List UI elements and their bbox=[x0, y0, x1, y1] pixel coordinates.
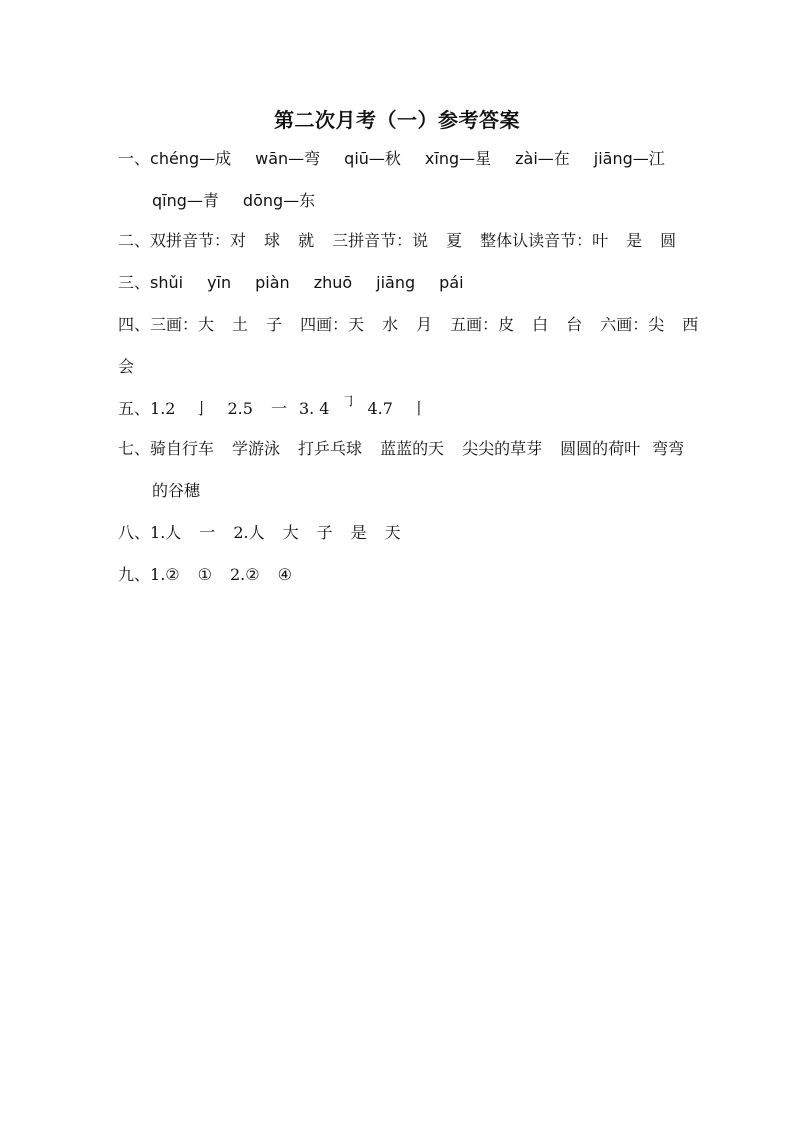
answer-line-4-cont bbox=[118, 356, 134, 378]
group-label: 五画： bbox=[450, 315, 499, 334]
pinyin: zhuō bbox=[313, 273, 353, 292]
answer-char: 叶 bbox=[592, 231, 609, 250]
item-number: 2.② bbox=[229, 565, 260, 584]
answer-phrase: 骑自行车 bbox=[150, 439, 215, 458]
answer-line-1-cont bbox=[152, 190, 315, 212]
item-number: 3. 4 bbox=[298, 399, 330, 418]
pinyin-pair: wān—弯 bbox=[255, 149, 321, 168]
pinyin-pair: dōng—东 bbox=[242, 191, 316, 210]
answer-char: 大 bbox=[282, 523, 299, 542]
answer-phrase: 蓝蓝的天 bbox=[380, 439, 445, 458]
answer-phrase: 尖尖的草芽 bbox=[462, 439, 543, 458]
answer-line-4 bbox=[118, 314, 698, 336]
pinyin-pair: jiāng—江 bbox=[593, 149, 665, 168]
answer-char: 尖 bbox=[648, 315, 665, 334]
answer-char: 天 bbox=[384, 523, 401, 542]
pinyin-pair: zài—在 bbox=[515, 149, 570, 168]
group-label: 四画： bbox=[300, 315, 349, 334]
pinyin: jiāng bbox=[376, 273, 416, 292]
answer-char: 球 bbox=[264, 231, 281, 250]
section-label: 五、 bbox=[118, 399, 151, 418]
item-number: 1.2 bbox=[150, 399, 176, 418]
answer-char: 子 bbox=[316, 523, 333, 542]
group-label: 三画： bbox=[150, 315, 199, 334]
group-label: 三拼音节： bbox=[332, 231, 413, 250]
section-label: 九、 bbox=[118, 565, 151, 584]
pinyin-pair: qīng—青 bbox=[152, 191, 219, 210]
answer-line-1 bbox=[118, 148, 665, 170]
answer-char: 月 bbox=[416, 315, 433, 334]
section-label: 二、 bbox=[118, 231, 151, 250]
answer-line-7 bbox=[118, 438, 684, 460]
section-label: 一、 bbox=[118, 149, 151, 168]
answer-char: 子 bbox=[266, 315, 283, 334]
page-title: 第二次月考（一）参考答案 bbox=[274, 108, 520, 132]
answer-line-8 bbox=[118, 522, 401, 544]
pinyin-pair: chéng—成 bbox=[150, 149, 232, 168]
group-label: 整体认读音节： bbox=[480, 231, 593, 250]
answer-phrase: 的谷穗 bbox=[152, 481, 201, 500]
answer-char: 说 bbox=[412, 231, 429, 250]
pinyin-pair: xīng—星 bbox=[424, 149, 492, 168]
answer-char: 天 bbox=[348, 315, 365, 334]
item-number: 2.5 bbox=[227, 399, 253, 418]
answer-choice: ① bbox=[197, 565, 212, 584]
answer-char: 台 bbox=[566, 315, 583, 334]
pinyin-pair: qiū—秋 bbox=[344, 149, 401, 168]
section-label: 八、 bbox=[118, 523, 151, 542]
answer-char: 大 bbox=[198, 315, 215, 334]
answer-phrase: 打乒乓球 bbox=[298, 439, 363, 458]
stroke-glyph: 一 bbox=[270, 399, 287, 418]
answer-char: 是 bbox=[626, 231, 643, 250]
answer-char: 是 bbox=[350, 523, 367, 542]
answer-char: 水 bbox=[382, 315, 399, 334]
answer-line-2 bbox=[118, 230, 676, 252]
answer-phrase: 弯弯 bbox=[652, 439, 685, 458]
answer-char: 白 bbox=[532, 315, 549, 334]
group-label: 双拼音节： bbox=[150, 231, 231, 250]
stroke-glyph: 亅 bbox=[193, 399, 210, 418]
pinyin: pái bbox=[439, 273, 464, 292]
answer-choice: ④ bbox=[277, 565, 292, 584]
section-label: 四、 bbox=[118, 315, 151, 334]
answer-char: 西 bbox=[682, 315, 699, 334]
answer-phrase: 圆圆的荷叶 bbox=[560, 439, 641, 458]
answer-line-3 bbox=[118, 272, 464, 294]
item-number: 4.7 bbox=[367, 399, 393, 418]
answer-char: 夏 bbox=[446, 231, 463, 250]
answer-char: 土 bbox=[232, 315, 249, 334]
answer-phrase: 学游泳 bbox=[232, 439, 281, 458]
stroke-glyph: ㇆ bbox=[341, 394, 356, 410]
answer-line-7-cont bbox=[152, 480, 200, 502]
pinyin: piàn bbox=[255, 273, 290, 292]
answer-char: 皮 bbox=[498, 315, 515, 334]
answer-char: 对 bbox=[230, 231, 247, 250]
answer-line-5 bbox=[118, 394, 427, 421]
item-number: 1.② bbox=[150, 565, 180, 584]
answer-char: 圆 bbox=[660, 231, 677, 250]
section-label: 七、 bbox=[118, 439, 151, 458]
item-number: 1.人 bbox=[150, 523, 182, 542]
section-label: 三、 bbox=[118, 273, 151, 292]
answer-line-9 bbox=[118, 564, 292, 586]
answer-char: 一 bbox=[199, 523, 216, 542]
group-label: 六画： bbox=[600, 315, 649, 334]
answer-char: 就 bbox=[298, 231, 315, 250]
pinyin: shǔi bbox=[150, 273, 184, 292]
answer-char: 会 bbox=[118, 357, 135, 376]
pinyin: yīn bbox=[207, 273, 232, 292]
item-number: 2.人 bbox=[233, 523, 265, 542]
stroke-glyph: 丨 bbox=[410, 399, 427, 418]
